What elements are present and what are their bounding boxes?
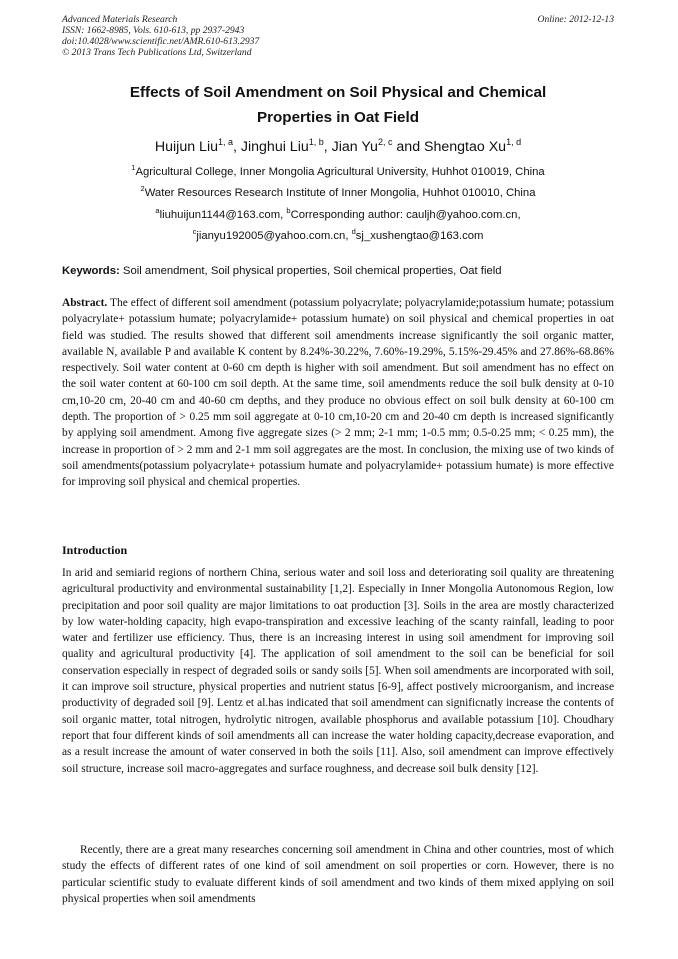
- copyright-line: © 2013 Trans Tech Publications Ltd, Switzerland: [62, 47, 252, 58]
- affiliation-1: [62, 165, 614, 179]
- email-superscript: c: [192, 227, 197, 236]
- keywords-text: Soil amendment, Soil physical properties, Soil chemical properties, Oat field: [119, 265, 502, 277]
- email-superscript: d: [351, 227, 356, 236]
- email-superscript: a: [155, 206, 160, 215]
- author-superscript: 2, c: [377, 137, 393, 147]
- author-superscript: 1, d: [506, 137, 522, 147]
- author-name: Jian Yu: [331, 139, 378, 155]
- introduction-paragraph-2: Recently, there are a great many researches concerning soil amendment in China and other countries, most of which study the effects of different rates of one kind of soil amendment on soil properties or corn. However, there is no particular scientific study to evaluate different kinds of soil amendment and two kinds of them mixed applying on soil physical properties when soil amendments: [62, 844, 614, 905]
- author-separator: and: [392, 139, 425, 155]
- issn-line: ISSN: 1662-8985, Vols. 610-613, pp 2937-2943: [62, 25, 245, 36]
- author-separator: ,: [323, 139, 332, 155]
- journal-header: [62, 14, 614, 58]
- keywords-line: [62, 264, 614, 278]
- paper-title: [62, 80, 614, 130]
- affiliation-text: Water Resources Research Institute of Inner Mongolia, Huhhot 010010, China: [144, 187, 536, 199]
- affiliation-2: [62, 186, 614, 200]
- email-superscript: b: [286, 206, 291, 215]
- author-superscript: 1, b: [308, 137, 324, 147]
- email-text: Corresponding author: cauljh@yahoo.com.cn,: [290, 209, 521, 221]
- affiliation-superscript: 1: [131, 163, 136, 172]
- abstract-label: Abstract.: [62, 297, 108, 309]
- abstract-text: The effect of different soil amendment (potassium polyacrylate; polyacrylamide;potassium humate; potassium polyacrylate+ potassium humate; polyacrylamide+ potassium humate) on soil physical and chemical properties in oat field was studied. The results showed that different soil amendments increase significantly the soil organic matter, available N, available P and available K content by 8.24%-30.22%, 7.60%-19.29%, 5.15%-29.45% and 27.86%-68.86% respectively. Soil water content at 0-60 cm depth is higher with soil amendment. But soil amendment has no effect on the soil water content at 60-100 cm soil depth. At the same time, soil amendments reduce the soil bulk density at 0-10 cm,10-20 cm, 20-40 cm and 40-60 cm depths, and they produce no obvious effect on soil bulk density at 60-100 cm depth. The proportion of > 0.25 mm soil aggregate at 0-10 cm,10-20 cm and 20-40 cm depth is increased significantly by applying soil amendment. Among five aggregate sizes (> 2 mm; 2-1 mm; 1-0.5 mm; 0.5-0.25 mm; < 0.25 mm), the increase in proportion of > 2 mm and 2-1 mm soil aggregates are the most. In conclusion, the mixing use of two kinds of soil amendments(potassium polyacrylate+ potassium humate and polyacrylamide+ potassium humate) is more effective for improving soil physical and chemical properties.: [62, 297, 614, 489]
- author-superscript: 1, a: [218, 137, 234, 147]
- email-text: jianyu192005@yahoo.com.cn,: [196, 230, 352, 242]
- author-list: [62, 137, 614, 157]
- email-text: sj_xushengtao@163.com: [355, 230, 484, 242]
- doi-line: doi:10.4028/www.scientific.net/AMR.610-613.2937: [62, 36, 260, 47]
- keywords-label: Keywords:: [62, 265, 120, 277]
- author-separator: ,: [233, 139, 241, 155]
- email-line-1: [62, 208, 614, 222]
- online-date: Online: 2012-12-13: [537, 14, 614, 25]
- email-line-2: [62, 229, 614, 243]
- author-name: Jinghui Liu: [240, 139, 309, 155]
- abstract: [62, 295, 614, 491]
- email-text: liuhuijun1144@163.com,: [159, 209, 287, 221]
- journal-name: Advanced Materials Research: [62, 14, 178, 25]
- title-line-2: Properties in Oat Field: [256, 109, 420, 126]
- author-name: Huijun Liu: [154, 139, 218, 155]
- introduction-paragraph-1: In arid and semiarid regions of northern China, serious water and soil loss and deteriorating soil quality are threatening agricultural productivity and environmental sustainability [1,2]. Especially in Inner Mongolia Autonomous Region, low precipitation and poor soil quality are major limitations to oat production [3]. Soils in the area are mostly characterized by low water-holding capacity, high evapo-transpiration and excessive leaching of the scanty rainfall, leading to poor water and fertilizer use efficiency. Thus, there is an increasing interest in using soil amendment for improving soil quality and agricultural productivity [4]. The application of soil amendment to the soil can be beneficial for soil conservation especially in respect of degraded soils or sandy soils [5]. When soil amendments are incorporated with soil, it can improve soil structure, physical properties and nutrient status [6-9], affect postively microorganism, and increase productivity of degraded soil [9]. Lentz et al.has indicated that soil amendment can significnatly increase the contents of soil organic matter, total nitrogen, hydrolytic nitrogen, available phosphorus and available potassium [10]. Choudhary report that four different kinds of soil amendments all can increase the water holding capacity,decrease evaporation, and as a result increase the amount of water conserved in both the soils [11]. Also, soil amendment can improve effectively soil structure, increase soil macro-aggregates and surface roughness, and decrease soil bulk density [12].: [62, 567, 614, 775]
- introduction-heading: Introduction: [62, 543, 128, 557]
- affiliation-text: Agricultural College, Inner Mongolia Agricultural University, Huhhot 010019, China: [135, 166, 545, 178]
- affiliation-superscript: 2: [140, 184, 145, 193]
- title-line-1: Effects of Soil Amendment on Soil Physical and Chemical: [129, 84, 547, 101]
- author-name: Shengtao Xu: [424, 139, 507, 155]
